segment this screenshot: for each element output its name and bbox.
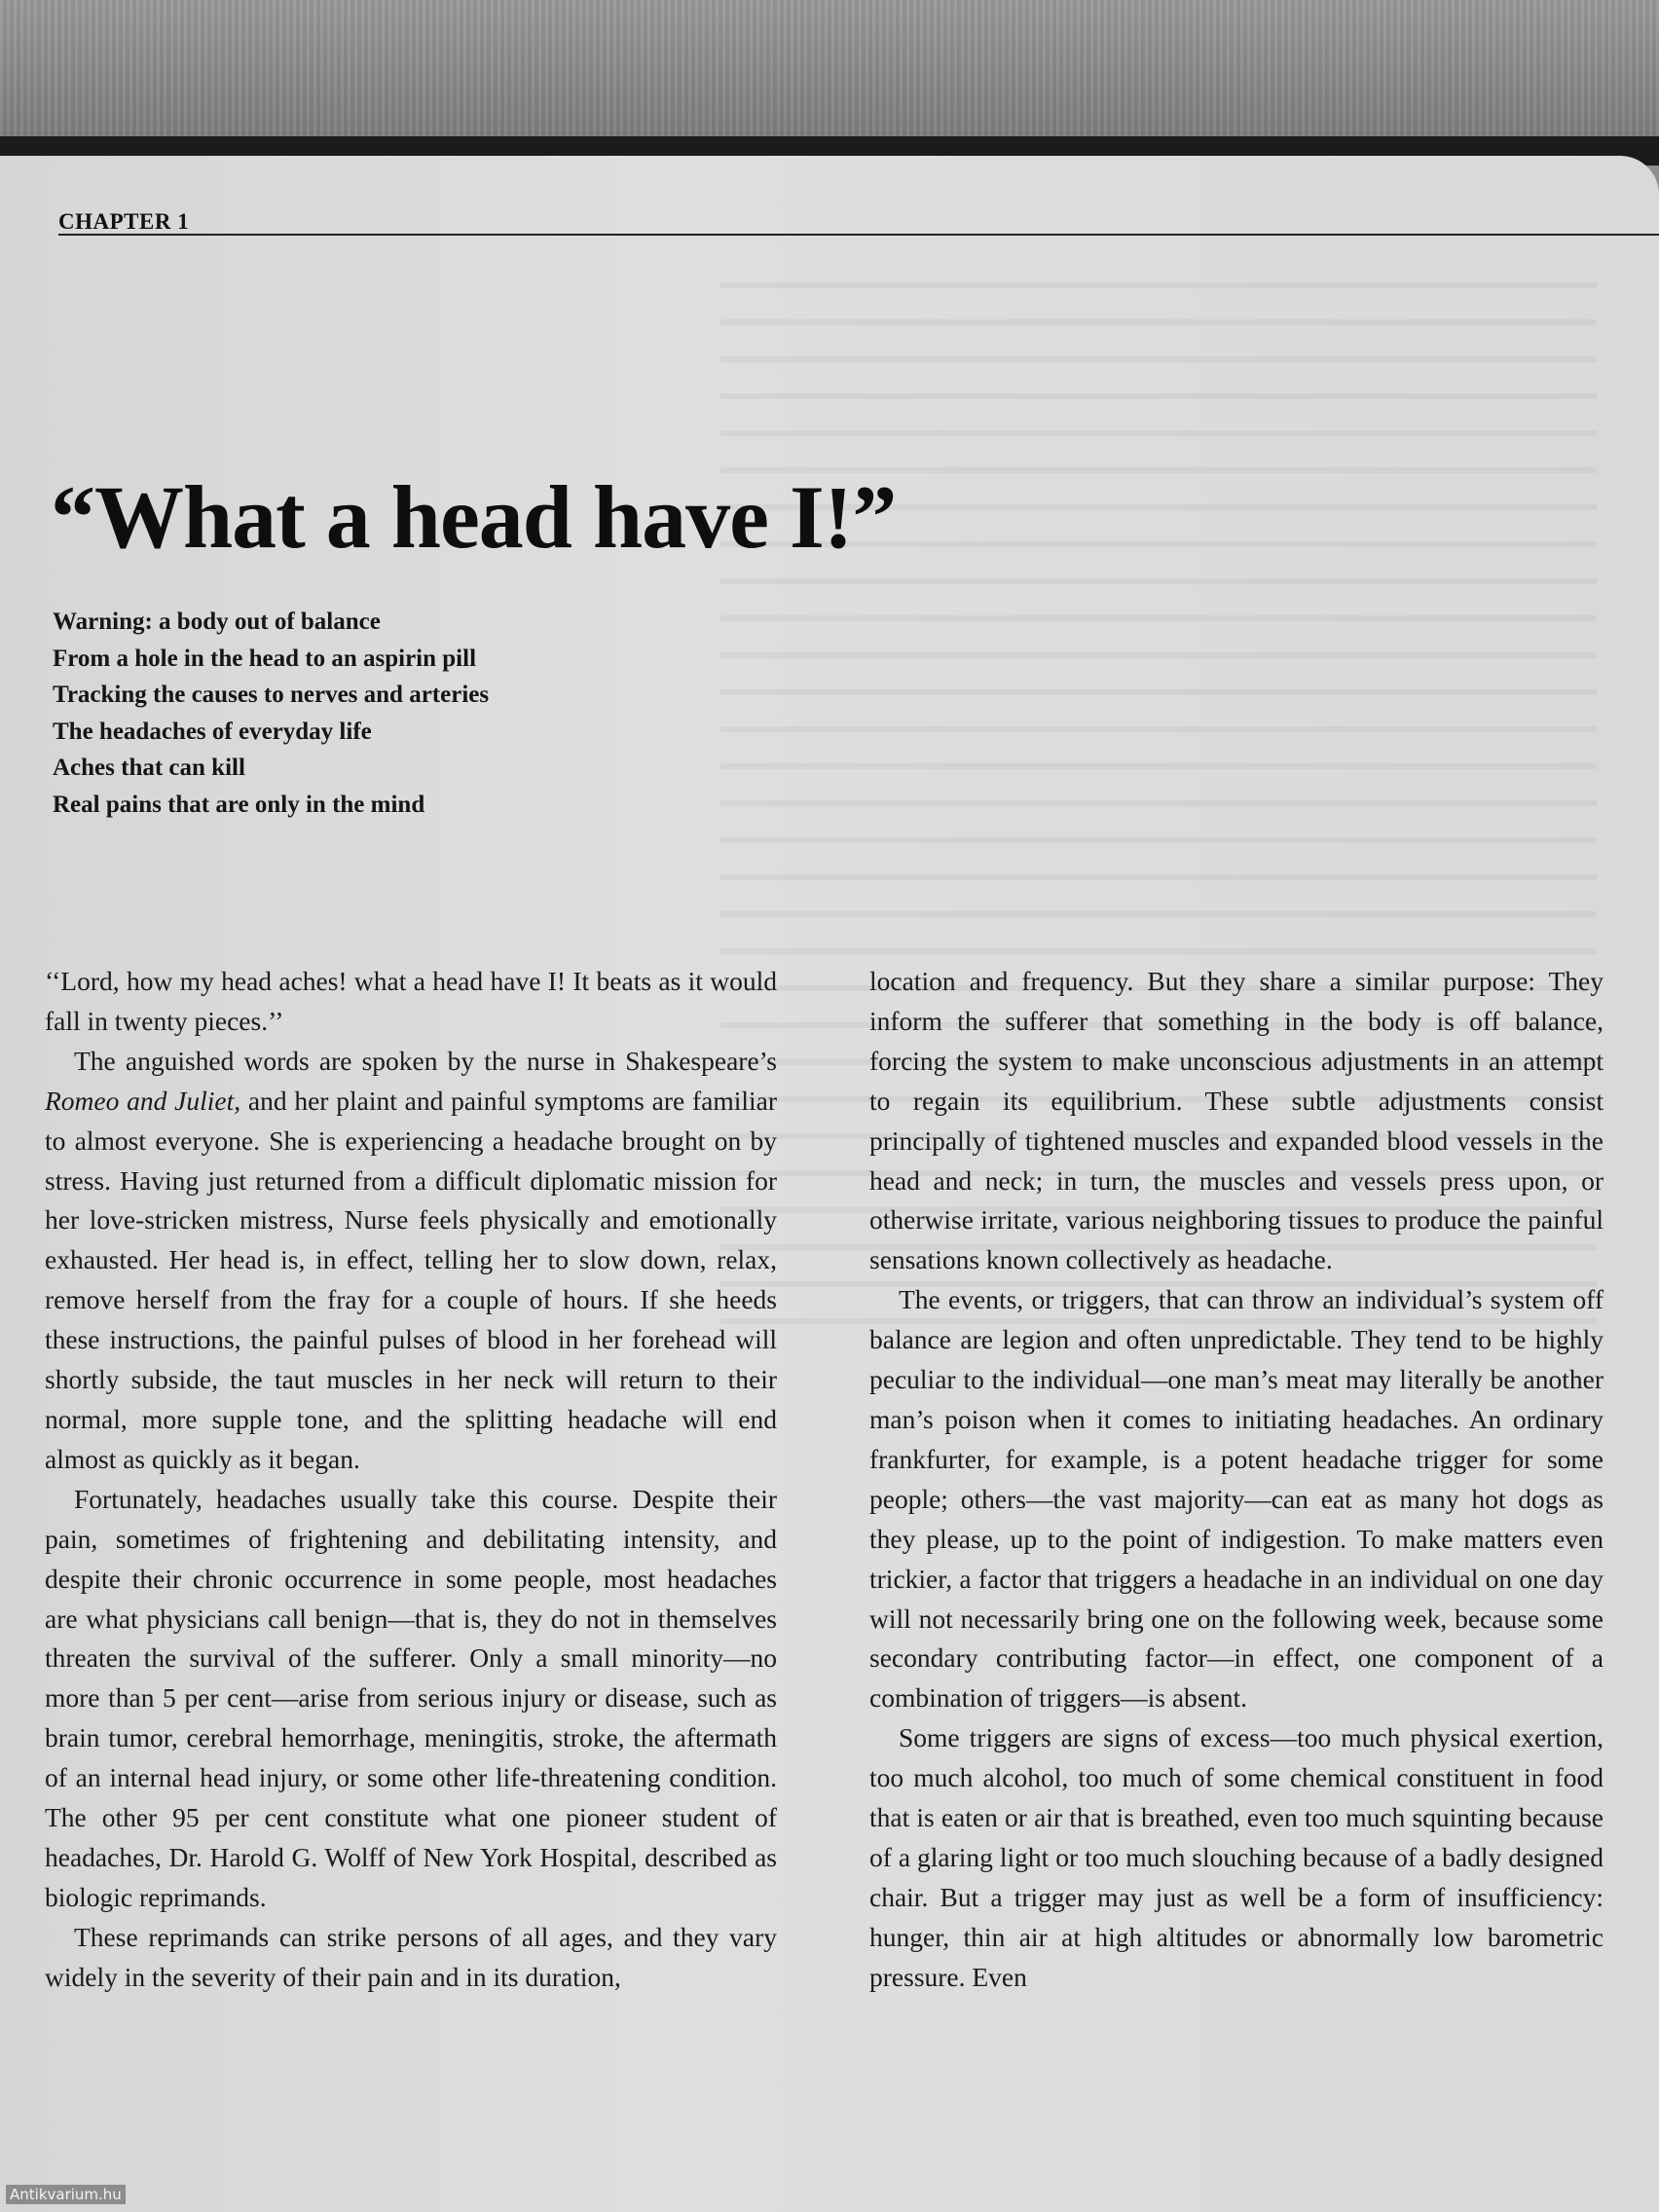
- watermark: Antikvarium.hu: [6, 2185, 126, 2204]
- topic-list: [53, 604, 489, 823]
- background-surface: [0, 0, 1659, 146]
- body-paragraph: The events, or triggers, that can throw an individual’s system off balance are legion and often unpredictable. They tend to be highly peculiar to the individual—one man’s meat may literally be another man’s poison when it comes to initiating headaches. An ordinary frankfurter, for example, is a potent headache trigger for some people; others—the vast majority—can eat as many hot dogs as they please, up to the point of indigestion. To make matters even trickier, a factor that triggers a headache in an individual on one day will not necessarily bring one on the following week, because some secondary contributing factor—in effect, one component of a combination of triggers—is absent.: [869, 1284, 1604, 1714]
- body-paragraph: Some triggers are signs of excess—too much physical exertion, too much alcohol, too much of some chemical constituent in food that is eaten or air that is breathed, even too much squinting because of a glaring light or too much slouching because of a badly designed chair. But a trigger may just as well be a form of insufficiency: hunger, thin air at high altitudes or abnormally low barometric pressure. Even: [869, 1722, 1604, 1992]
- chapter-title: “What a head have I!”: [51, 467, 897, 567]
- body-paragraph: Fortunately, headaches usually take this course. Despite their pain, sometimes of frightening and debilitating intensity, and despite their chronic occurrence in some people, most headaches are what physicians call benign—that is, they do not in themselves threaten the survival of the sufferer. Only a small minority—no more than 5 per cent—arise from serious injury or disease, such as brain tumor, cerebral hemorrhage, meningitis, stroke, the aftermath of an internal head injury, or some other life-threatening condition. The other 95 per cent constitute what one pioneer student of headaches, Dr. Harold G. Wolff of New York Hospital, described as biologic reprimands.: [45, 1483, 777, 1912]
- chapter-rule: [58, 234, 1659, 236]
- body-column-left: [45, 962, 777, 1998]
- topic-item: From a hole in the head to an aspirin pill: [53, 645, 477, 672]
- paragraph-text: and her plaint and painful symptoms are familiar to almost everyone. She is experiencing a headache brought on by stress. Having just returned from a difficult diplomatic mission for her love-stricken mistress, Nurse feels physically and emotionally exhausted. Her head is, in effect, telling her to slow down, relax, remove herself from the fray for a couple of hours. If she heeds these instructions, the painful pulses of blood in her forehead will shortly subside, the taut muscles in her neck will return to their normal, more supple tone, and the splitting headache will end almost as quickly as it began.: [45, 1085, 777, 1474]
- body-paragraph: These reprimands can strike persons of all ages, and they vary widely in the severity of their pain and in its duration,: [45, 1921, 777, 1992]
- play-title: Romeo and Juliet,: [45, 1085, 241, 1116]
- topic-item: Tracking the causes to nerves and arteries: [53, 682, 490, 708]
- body-column-right: [869, 962, 1604, 1998]
- chapter-label: CHAPTER 1: [58, 209, 190, 234]
- body-paragraph: [45, 1042, 777, 1480]
- topic-item: Real pains that are only in the mind: [53, 791, 425, 818]
- paragraph-text: The anguished words are spoken by the nurse in Shakespeare’s: [74, 1045, 777, 1076]
- body-paragraph: ‘‘Lord, how my head aches! what a head have I! It beats as it would fall in twenty pieces.’’: [45, 966, 777, 1036]
- topic-item: Warning: a body out of balance: [53, 608, 381, 635]
- book-page: [0, 156, 1659, 2212]
- topic-item: The headaches of everyday life: [53, 718, 372, 745]
- body-paragraph: location and frequency. But they share a similar purpose: They inform the sufferer that something in the body is off balance, forcing the system to make unconscious adjustments in an attempt to regain its equilibrium. These subtle adjustments consist principally of tightened muscles and expanded blood vessels in the head and neck; in turn, the muscles and vessels press upon, or otherwise irritate, various neighboring tissues to produce the painful sensations known collectively as headache.: [869, 966, 1604, 1275]
- topic-item: Aches that can kill: [53, 755, 245, 781]
